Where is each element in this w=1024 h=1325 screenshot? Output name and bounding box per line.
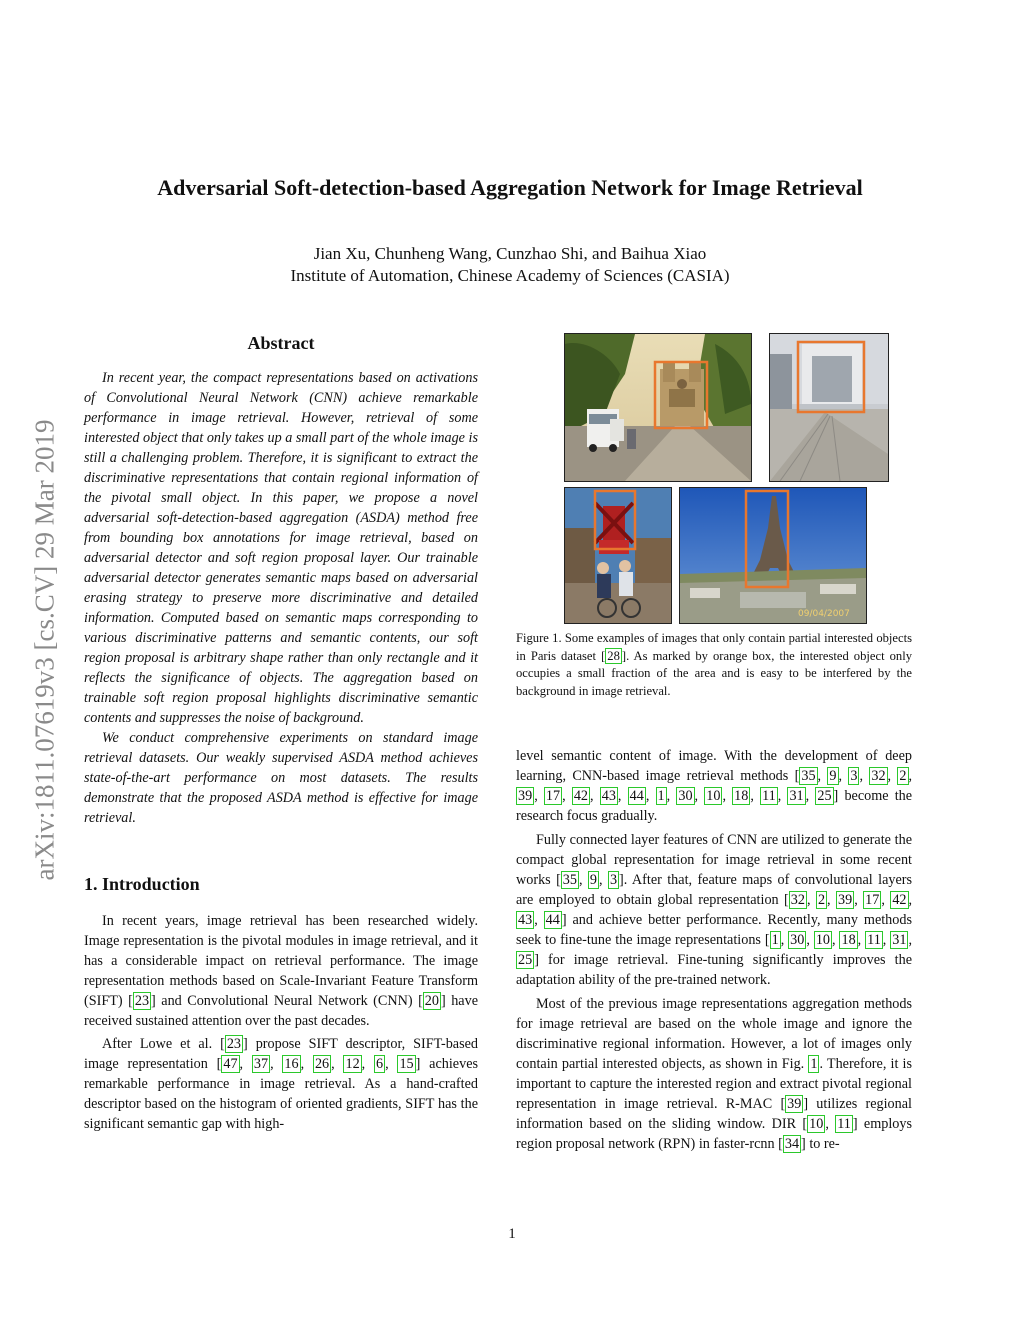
body-text: become the research focus gradually.: [516, 788, 913, 824]
citation-link[interactable]: 47: [223, 1056, 238, 1072]
citation-link[interactable]: 9: [589, 872, 598, 888]
intro-text: achieves remarkable performance in image retrieval. As a hand-crafted descriptor based on the histogram of oriented gradients, SIFT has the significant semantic gap with high-: [84, 1056, 479, 1132]
citation-link[interactable]: 31: [789, 788, 804, 804]
citation-link[interactable]: 32: [790, 892, 805, 908]
caption-text: Figure 1. Some examples of images that only contain partial interested objects in Paris dataset: [516, 631, 912, 663]
right-column-body: [516, 746, 912, 1154]
citation-link[interactable]: 15: [399, 1056, 414, 1072]
right-paragraph-3: Most of the previous image representations aggregation methods for image retrieval are based on the whole image and ignore the discriminative regional information. However, a lot of images only contain partial interested objects, as shown in Fig. 1 . Therefore, it is important to capture the interested region and extract pivotal regional representation in image retrieval. R-MAC [ 39 ] utilizes regional information based on the sliding window. DIR [ 10 , 11 ] employs region proposal network (RPN) in faster-rcnn [ 34 ] to re-: [516, 996, 913, 1152]
citation-link[interactable]: 32: [871, 768, 886, 784]
citation-link[interactable]: 34: [784, 1136, 800, 1152]
citation-link[interactable]: 16: [284, 1056, 299, 1072]
citation-link[interactable]: 30: [790, 932, 805, 948]
arxiv-identifier: [16, 350, 74, 950]
citation-link[interactable]: 3: [850, 768, 858, 784]
body-text: Fully connected layer features of CNN are utilized to generate the compact global representation for image retrieval in some recent works: [516, 832, 912, 888]
abstract-section: [84, 333, 478, 828]
notre-dame-image: [565, 334, 751, 481]
right-column: [516, 330, 912, 1158]
citation-link[interactable]: 10: [815, 932, 830, 948]
body-text: to re-: [805, 1136, 840, 1152]
citation-link[interactable]: 42: [892, 892, 907, 908]
figure-1: [516, 330, 912, 630]
citation-link[interactable]: 11: [762, 788, 776, 804]
abstract-paragraph-1: In recent year, the compact representations based on activations of Convolutional Neural Network (CNN) achieve remarkable performance in image retrieval. However, retrieval of some interested object that only takes up a small part of the whole image is still a challenging problem. Therefore, it is significant to extract the discriminative representations that contain regional information of the pivotal small object. In this paper, we propose a novel adversarial soft-detection-based aggregation (ASDA) method free from bounding box annotations for image retrieval, based on adversarial detector and soft region proposal layer. Our trainable adversarial detector generates semantic maps based on adversarial erasing strategy to preserve more discriminative and detailed information. Computed based on semantic maps corresponding to various discriminative patterns and semantic contents, our soft region proposal is arbitrary shape rather than only rectangle and it reflects the significance of objects. The aggregation based on trainable soft region proposal highlights discriminative semantic contents and suppresses the noise of background.: [84, 370, 478, 726]
citation-link[interactable]: 3: [609, 872, 618, 888]
author-names: Jian Xu, Chunheng Wang, Cunzhao Shi, and Baihua Xiao: [313, 244, 707, 263]
arxiv-identifier-text: arXiv:1811.07619v3 [cs.CV] 29 Mar 2019: [29, 419, 60, 881]
citation-link[interactable]: 6: [376, 1056, 384, 1072]
introduction-body: [84, 911, 478, 1134]
author-block: [60, 243, 960, 287]
citation-link[interactable]: 25: [518, 952, 533, 968]
citation-link[interactable]: 43: [518, 912, 533, 928]
intro-text: have received sustained attention over the past decades.: [84, 993, 478, 1029]
paper-title: Adversarial Soft-detection-based Aggregation Network for Image Retrieval: [157, 175, 863, 200]
citation-link[interactable]: 18: [841, 932, 856, 948]
grande-arche-image: [770, 334, 888, 481]
abstract-paragraph-2: We conduct comprehensive experiments on standard image retrieval datasets. Our weakly supervised ASDA method achieves state-of-the-art performance on most datasets. The results demonstrate that the proposed ASDA method is effective for image retrieval.: [84, 730, 478, 826]
citation-list: 35 , 9 , 3 , 32 , 2 , 39 , 17 , 42 , 43 , 44 , 1 , 30 , 10 , 18 , 11 , 31 , 25: [518, 768, 913, 804]
citation-link[interactable]: 42: [573, 788, 588, 804]
citation-link[interactable]: 2: [899, 768, 907, 784]
citation-link[interactable]: 11: [867, 932, 881, 948]
intro-text: propose SIFT descriptor, SIFT-based image representation: [84, 1036, 479, 1072]
citation-link[interactable]: 25: [817, 788, 832, 804]
citation-link[interactable]: 39: [787, 1096, 802, 1112]
citation-link[interactable]: 10: [809, 1116, 824, 1132]
citation-link[interactable]: 39: [838, 892, 853, 908]
moulin-rouge-image: [565, 488, 671, 623]
citation-link[interactable]: 23: [134, 993, 150, 1009]
citation-link[interactable]: 26: [314, 1056, 330, 1072]
figure-caption: Figure 1. Some examples of images that only contain partial interested objects in Paris dataset [ 28 ]. As marked by orange box, the interested object only occupies a small fraction of the area and is easy to be interfered by the background in image retrieval.: [516, 631, 912, 698]
body-text: utilizes regional information based on the sliding window. DIR: [516, 1096, 912, 1132]
citation-link[interactable]: 35: [562, 872, 577, 888]
figure-reference-link[interactable]: 1: [810, 1056, 818, 1072]
intro-text: In recent years, image retrieval has been researched widely. Image representation is the pivotal modules in image retrieval, and it has a considerable impact on retrieval performance. The image representation methods based on Scale-Invariant Feature Transform (SIFT): [84, 913, 478, 1009]
body-text: for image retrieval. Fine-tuning significantly improves the adaptation ability of the pre-trained network.: [516, 952, 912, 988]
left-column: [84, 333, 478, 1134]
body-text: employs region proposal network (RPN) in faster-rcnn: [516, 1116, 913, 1152]
introduction-heading: 1. Introduction: [84, 874, 200, 894]
citation-list: 10 , 11: [809, 1116, 851, 1132]
photo-notre-dame: [564, 333, 752, 482]
citation-link[interactable]: 43: [601, 788, 616, 804]
body-text: . After that, feature maps of convolutional layers are employed to obtain global representation: [516, 872, 913, 908]
body-text: and achieve better performance. Recently, many methods seek to fine-tune the image representations: [516, 912, 912, 948]
citation-link[interactable]: 17: [545, 788, 561, 804]
eiffel-tower-image: [680, 488, 866, 623]
intro-paragraph-2: After Lowe et al. [ 23 ] propose SIFT descriptor, SIFT-based image representation [ 47 , 37 , 16 , 26 , 12 , 6 , 15 ] achieves remarkable performance in image retrieval. As a hand-crafted descriptor based on the histogram of oriented gradients, SIFT has the significant semantic gap with high-: [84, 1036, 479, 1132]
photo-moulin-rouge: [564, 487, 672, 624]
page-number: 1: [508, 1226, 516, 1242]
citation-link[interactable]: 1: [657, 788, 665, 804]
right-paragraph-1: level semantic content of image. With the development of deep learning, CNN-based image retrieval methods [ 35 , 9 , 3 , 32 , 2 , 39 , 17 , 42 , 43 , 44 , 1 , 30 , 10 , 18 , 11 , 31 , 25 ] become the research focus gradually.: [516, 748, 913, 824]
photo-grande-arche: [769, 333, 889, 482]
photo-eiffel-tower: [679, 487, 867, 624]
intro-paragraph-1: In recent years, image retrieval has been researched widely. Image representation is the pivotal modules in image retrieval, and it has a considerable impact on retrieval performance. The image representation methods based on Scale-Invariant Feature Transform (SIFT) [ 23 ] and Convolutional Neural Network (CNN) [ 20 ] have received sustained attention over the past decades.: [84, 913, 478, 1029]
citation-link[interactable]: 20: [424, 993, 439, 1009]
citation-list: 32 , 2 , 39 , 17 , 42 , 43 , 44: [518, 892, 913, 928]
citation-link[interactable]: 10: [706, 788, 721, 804]
citation-link[interactable]: 12: [345, 1056, 360, 1072]
citation-list: 47 , 37 , 16 , 26 , 12 , 6 , 15: [223, 1056, 414, 1072]
citation-link[interactable]: 39: [518, 788, 533, 804]
citation-link[interactable]: 11: [837, 1116, 851, 1132]
citation-link[interactable]: 17: [865, 892, 880, 908]
body-text: Most of the previous image representations aggregation methods for image retrieval are based on the whole image and ignore the discriminative regional information. However, a lot of images only contain partial interested objects, as shown in Fig.: [516, 996, 912, 1072]
citation-link[interactable]: 30: [678, 788, 693, 804]
citation-link[interactable]: 2: [817, 892, 826, 908]
caption-text: . As marked by orange box, the interested object only occupies a small fraction of the area and is easy to be interfered by the background in image retrieval.: [516, 648, 912, 698]
citation-link[interactable]: 44: [545, 912, 560, 928]
body-text: level semantic content of image. With the development of deep learning, CNN-based image retrieval methods: [516, 748, 912, 784]
citation-link[interactable]: 31: [892, 932, 907, 948]
citation-list: 35 , 9 , 3: [562, 872, 618, 888]
intro-text: and Convolutional Neural Network (CNN): [155, 993, 419, 1009]
abstract-heading: Abstract: [247, 333, 315, 353]
citation-list: 1 , 30 , 10 , 18 , 11 , 31 , 25: [518, 932, 912, 968]
photo-date-stamp: 09/04/2007: [798, 609, 850, 619]
citation-link[interactable]: 23: [226, 1036, 242, 1052]
citation-link[interactable]: 44: [629, 788, 644, 804]
affiliation: Institute of Automation, Chinese Academy of Sciences (CASIA): [290, 266, 730, 285]
citation-link[interactable]: 18: [734, 788, 749, 804]
body-text: . Therefore, it is important to capture the interested region and extract pivotal regional representation in image retrieval. R-MAC: [516, 1056, 912, 1112]
citation-link[interactable]: 1: [771, 932, 779, 948]
citation-link[interactable]: 9: [829, 768, 837, 784]
citation-link[interactable]: 35: [801, 768, 816, 784]
intro-text: After Lowe et al.: [102, 1036, 221, 1052]
citation-link[interactable]: 37: [253, 1056, 269, 1072]
right-paragraph-2: Fully connected layer features of CNN are utilized to generate the compact global representation for image retrieval in some recent works [ 35 , 9 , 3 ]. After that, feature maps of convolutional layers are employed to obtain global representation [ 32 , 2 , 39 , 17 , 42 , 43 , 44 ] and achieve better performance. Recently, many methods seek to fine-tune the image representations [ 1 , 30 , 10 , 18 , 11 , 31 , 25 ] for image retrieval. Fine-tuning significantly improves the adaptation ability of the pre-trained network.: [516, 832, 913, 988]
citation-link[interactable]: 28: [607, 648, 620, 663]
